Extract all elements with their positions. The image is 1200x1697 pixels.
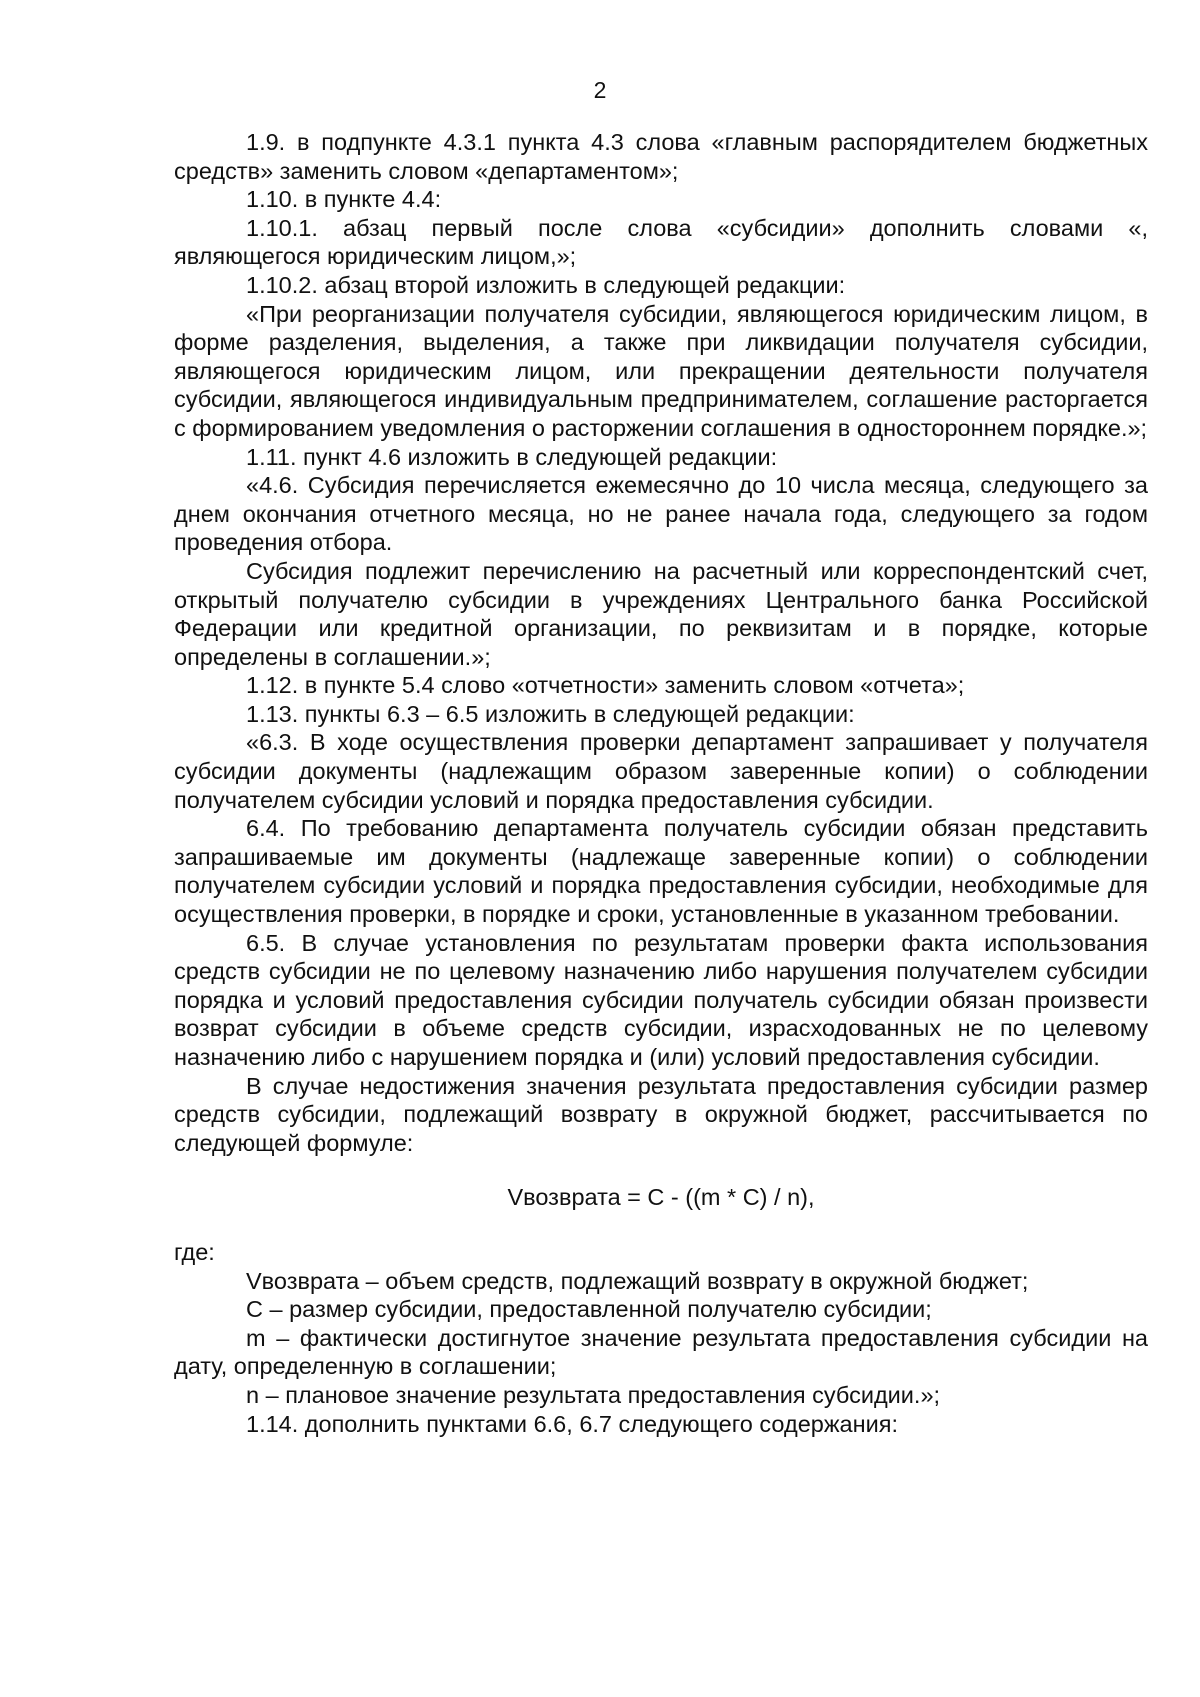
paragraph-1-12: 1.12. в пункте 5.4 слово «отчетности» заменить словом «отчета»; <box>246 672 965 699</box>
paragraph-reorganization-quote: «При реорганизации получателя субсидии, являющегося юридическим лицом, в форме разделения, выделения, а также при ликвидации получателя субсидии, являющегося юридическим лицом, или прекращении деятельности получателя субсидии, являющегося индивидуальным предпринимателем, соглашение расторгается с формированием уведомления о расторжении соглашения в одностороннем порядке.»; <box>174 300 1148 441</box>
paragraph-6-3-quote: «6.3. В ходе осуществления проверки департамент запрашивает у получателя субсидии документы (надлежащим образом заверенные копии) о соблюдении получателем субсидии условий и порядка предоставления субсидии. <box>174 729 1148 813</box>
paragraph-1-10: 1.10. в пункте 4.4: <box>246 186 442 213</box>
paragraph-1-14: 1.14. дополнить пунктами 6.6, 6.7 следующего содержания: <box>246 1410 898 1437</box>
paragraph-1-10-2: 1.10.2. абзац второй изложить в следующей редакции: <box>246 271 846 298</box>
page-number: 2 <box>593 77 607 103</box>
refund-formula: Vвозврата = C - ((m * C) / n), <box>507 1184 815 1211</box>
paragraph-formula-intro: В случае недостижения значения результата предоставления субсидии размер средств субсидии, подлежащий возврату в окружной бюджет, рассчитывается по следующей формуле: <box>174 1072 1148 1156</box>
paragraph-1-10-1: 1.10.1. абзац первый после слова «субсидии» дополнить словами «, являющегося юридическим лицом,»; <box>174 214 1148 270</box>
definition-n: n – плановое значение результата предоставления субсидии.»; <box>246 1381 941 1408</box>
document-body <box>174 128 1148 1438</box>
definition-c: C – размер субсидии, предоставленной получателю субсидии; <box>246 1296 932 1323</box>
where-label: где: <box>174 1238 215 1265</box>
paragraph-6-4: 6.4. По требованию департамента получатель субсидии обязан представить запрашиваемые им документы (надлежаще заверенные копии) о соблюдении получателем субсидии условий и порядка предоставления субсидии, необходимые для осуществления проверки, в порядке и сроки, установленные в указанном требовании. <box>174 815 1148 928</box>
definition-v: Vвозврата – объем средств, подлежащий возврату в окружной бюджет; <box>246 1267 1029 1294</box>
paragraph-1-13: 1.13. пункты 6.3 – 6.5 изложить в следующей редакции: <box>246 700 855 727</box>
paragraph-subsidy-transfer: Субсидия подлежит перечислению на расчетный или корреспондентский счет, открытый получателю субсидии в учреждениях Центрального банка Российской Федерации или кредитной организации, по реквизитам и в порядке, которые определены в соглашении.»; <box>174 557 1148 670</box>
paragraph-6-5: 6.5. В случае установления по результатам проверки факта использования средств субсидии не по целевому назначению либо нарушения получателем субсидии порядка и условий предоставления субсидии получатель субсидии обязан произвести возврат субсидии в объеме средств субсидии, израсходованных не по целевому назначению либо с нарушением порядка и (или) условий предоставления субсидии. <box>174 929 1148 1070</box>
paragraph-4-6-quote: «4.6. Субсидия перечисляется ежемесячно до 10 числа месяца, следующего за днем окончания отчетного месяца, но не ранее начала года, следующего за годом проведения отбора. <box>174 472 1148 556</box>
definition-m: m – фактически достигнутое значение результата предоставления субсидии на дату, определенную в соглашении; <box>174 1324 1148 1380</box>
paragraph-1-9: 1.9. в подпункте 4.3.1 пункта 4.3 слова «главным распорядителем бюджетных средств» заменить словом «департаментом»; <box>174 129 1148 184</box>
paragraph-1-11: 1.11. пункт 4.6 изложить в следующей редакции: <box>246 443 778 470</box>
